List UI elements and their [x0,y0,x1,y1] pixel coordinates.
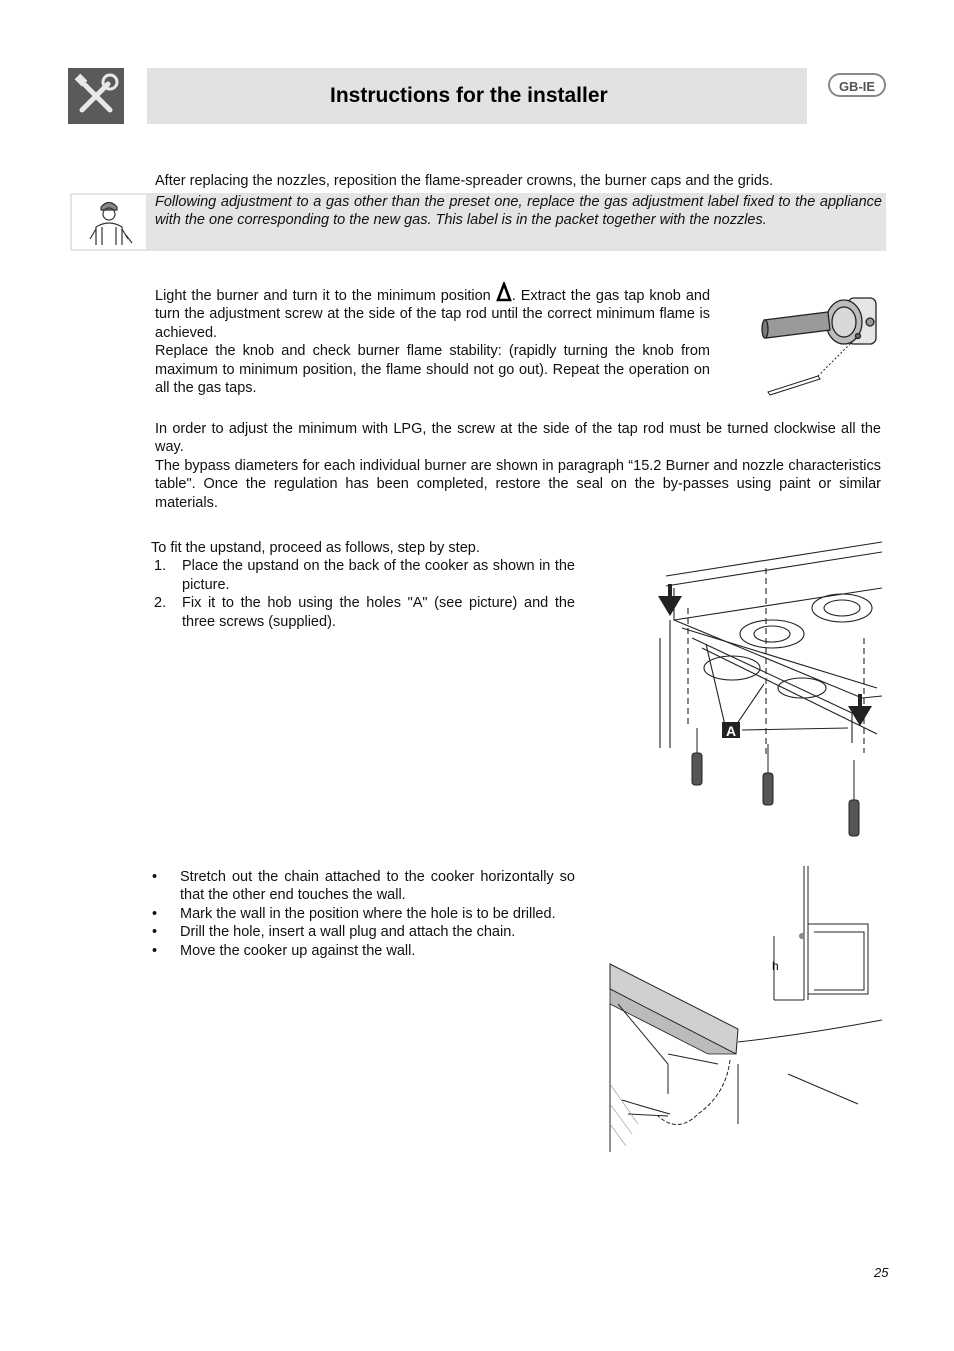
chain-bullet: • Drill the hole, insert a wall plug and attach the chain. [152,924,516,941]
chain-bullet: • Move the cooker up against the wall. [152,942,416,959]
upstand-illustration [652,538,882,843]
upstand-steps [151,557,575,631]
nozzles-text: After replacing the nozzles, reposition the flame-spreader crowns, the burner caps and the grids. [155,173,774,189]
chain-bullets [149,868,575,960]
gas-label-note: Following adjustment to a gas other than the preset one, replace the gas adjustment label fixed to the appliance with the one corresponding to the new gas. This label is in the packet together with the nozzles. [155,194,882,229]
upstand-step: 1. Place the upstand on the back of the cooker as shown in the picture. [154,558,575,593]
chain-text [149,868,575,960]
minimum-text-part1: Light the burner and turn it to the minimum position [155,288,491,304]
bypass-text: The bypass diameters for each individual burner are shown in paragraph “15.2 Burner and nozzle characteristics table". Once the regulation has been completed, restore the seal on the by-passes using paint or similar materials. [155,457,881,511]
lpg-adjust-text: In order to adjust the minimum with LPG, the screw at the side of the tap rod must be turned clockwise all the way. [155,421,881,456]
language-badge: GB-IE [828,73,886,97]
upstand-text [151,539,575,631]
tools-icon [68,68,124,124]
technician-icon [72,195,146,249]
chain-illustration [608,864,884,1152]
page-number: 25 [874,1265,889,1280]
flame-stability-text: Replace the knob and check burner flame stability: (rapidly turning the knob from maximum to minimum position, the flame should not go out). Repeat the operation on all the gas taps. [155,343,710,397]
figure-label-a: A [726,723,737,739]
gas-tap-illustration [758,272,884,396]
chain-bullet: • Mark the wall in the position where the hole is to be drilled. [152,905,556,922]
minimum-text-part2: . Extract the gas tap knob and turn the adjustment screw at the side of the tap rod until the correct minimum flame is achieved. [155,288,711,341]
lpg-text [155,420,881,512]
page-title: Instructions for the installer [330,84,608,107]
minimum-flame-symbol-icon [496,282,512,302]
chain-bullet: • Stretch out the chain attached to the cooker horizontally so that the other end touches the wall. [152,869,575,904]
minimum-text [155,282,710,397]
figure-label-h: h [772,959,779,973]
upstand-step: 2. Fix it to the hob using the holes "A" (see picture) and the three screws (supplied). [154,595,575,630]
upstand-intro: To fit the upstand, proceed as follows, step by step. [151,540,480,556]
